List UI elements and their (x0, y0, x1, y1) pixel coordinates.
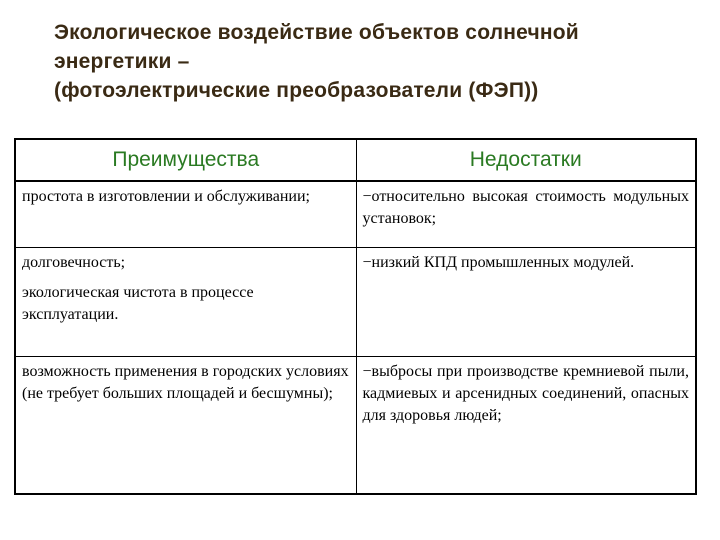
advantage-item: возможность применения в городских условиях (не требует больших площадей и бесшумны); (22, 363, 349, 403)
advantages-cell (15, 247, 356, 357)
disadvantages-cell: −низкий КПД промышленных модулей. (356, 247, 696, 357)
page-title (54, 18, 694, 105)
disadvantages-cell: −относительно высокая стоимость модульных установок; (356, 181, 696, 247)
advantages-cell (15, 357, 356, 494)
title-line-2: энергетики – (54, 50, 190, 73)
advantage-item: экологическая чистота в процессе эксплуатации. (22, 283, 254, 323)
comparison-table (14, 138, 697, 495)
advantage-item: долговечность; (22, 253, 126, 271)
header-advantages: Преимущества (15, 139, 356, 181)
table-row (15, 357, 696, 494)
advantage-item: простота в изготовлении и обслуживании; (22, 187, 310, 205)
table-header-row (15, 139, 696, 181)
header-disadvantages: Недостатки (356, 139, 696, 181)
table-row (15, 247, 696, 357)
table-row (15, 181, 696, 247)
title-line-1: Экологическое воздействие объектов солнечной (54, 21, 579, 44)
title-line-3: (фотоэлектрические преобразователи (ФЭП)) (54, 79, 539, 102)
disadvantages-cell: −выбросы при производстве кремниевой пыли, кадмиевых и арсенидных соединений, опасных для здоровья людей; (356, 357, 696, 494)
advantages-cell (15, 181, 356, 247)
